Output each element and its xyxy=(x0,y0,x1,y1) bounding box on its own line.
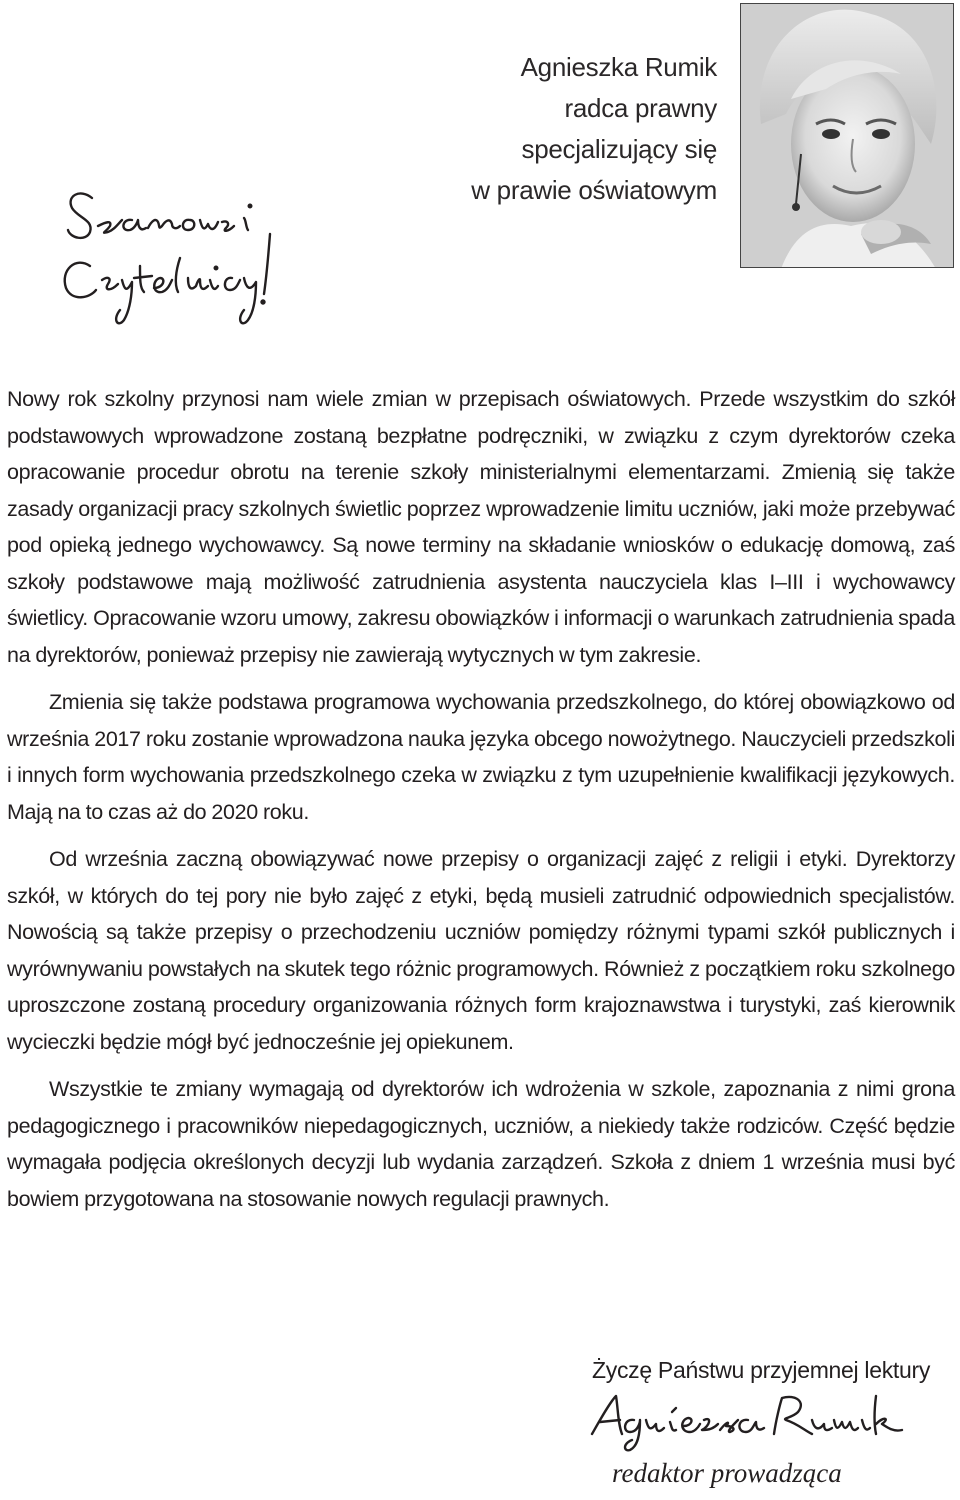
paragraph-4: Wszystkie te zmiany wymagają od dyrektorów ich wdrożenia w szkole, zapoznania z nimi grona pedagogicznego i pracowników niepedagogicznych, uczniów, a niekiedy także rodziców. Część będzie wymagała podjęcia określonych decyzji lub wydania zarządzeń. Szkoła z dniem 1 września musi być bowiem przygotowana na stosowanie nowych regulacji prawnych. xyxy=(7,1077,955,1211)
salutation-script xyxy=(60,170,300,340)
author-title: radca prawny xyxy=(564,93,717,123)
author-specialization-line2: w prawie oświatowym xyxy=(471,175,717,205)
handwritten-salutation xyxy=(60,170,300,340)
closing-greeting: Życzę Państwu przyjemnej lektury xyxy=(592,1357,931,1383)
editor-role: redaktor prowadząca xyxy=(612,1458,842,1488)
paragraph-2: Zmienia się także podstawa programowa wychowania przedszkolnego, do której obowiązkowo od września 2017 roku zostanie wprowadzona nauka języka obcego nowożytnego. Nauczycieli przedszkoli i innych form wychowania przedszkolnego czeka w związku z tym uzupełnienie kwalifikacji językowych. Mają na to czas aż do 2020 roku. xyxy=(7,690,955,824)
handwritten-signature xyxy=(586,1390,906,1452)
author-info xyxy=(471,47,717,211)
author-name: Agnieszka Rumik xyxy=(520,52,717,82)
paragraph-1: Nowy rok szkolny przynosi nam wiele zmian w przepisach oświatowych. Przede wszystkim do szkół podstawowych wprowadzone zostaną bezpłatne podręczniki, w związku z czym dyrektorów czeka opracowanie procedur obrotu na terenie szkoły ministerialnymi elementarzami. Zmienią się także zasady organizacji pracy szkolnych świetlic poprzez wprowadzenie limitu uczniów, jaki może przebywać pod opieką jednego wychowawcy. Są nowe terminy na składanie wniosków o edukację domową, zaś szkoły podstawowe mają możliwość zatrudnienia asystenta nauczyciela klas I–III i wychowawcy świetlicy. Opracowanie wzoru umowy, zakresu obowiązków i informacji o warunkach zatrudnienia spada na dyrektorów, ponieważ przepisy nie zawierają wytycznych w tym zakresie. xyxy=(7,387,955,667)
letter-body xyxy=(7,381,955,1228)
portrait-illustration xyxy=(741,4,954,268)
paragraph-3: Od września zaczną obowiązywać nowe przepisy o organizacji zajęć z religii i etyki. Dyrektorzy szkół, w których do tej pory nie było zajęć z etyki, będą musieli zatrudnić odpowiednich specjalistów. Nowością są także przepisy o przechodzeniu uczniów pomiędzy różnymi typami szkół publicznych i wyrównywaniu powstałych na skutek tego różnic programowych. Również z początkiem roku szkolnego uproszczone zostaną procedury organizowania różnych form krajoznawstwa i turystyki, zaś kierownik wycieczki będzie mógł być jednocześnie jej opiekunem. xyxy=(7,847,955,1054)
signature-script xyxy=(586,1390,906,1452)
author-portrait-photo xyxy=(740,3,954,268)
author-specialization-line1: specjalizujący się xyxy=(521,134,717,164)
